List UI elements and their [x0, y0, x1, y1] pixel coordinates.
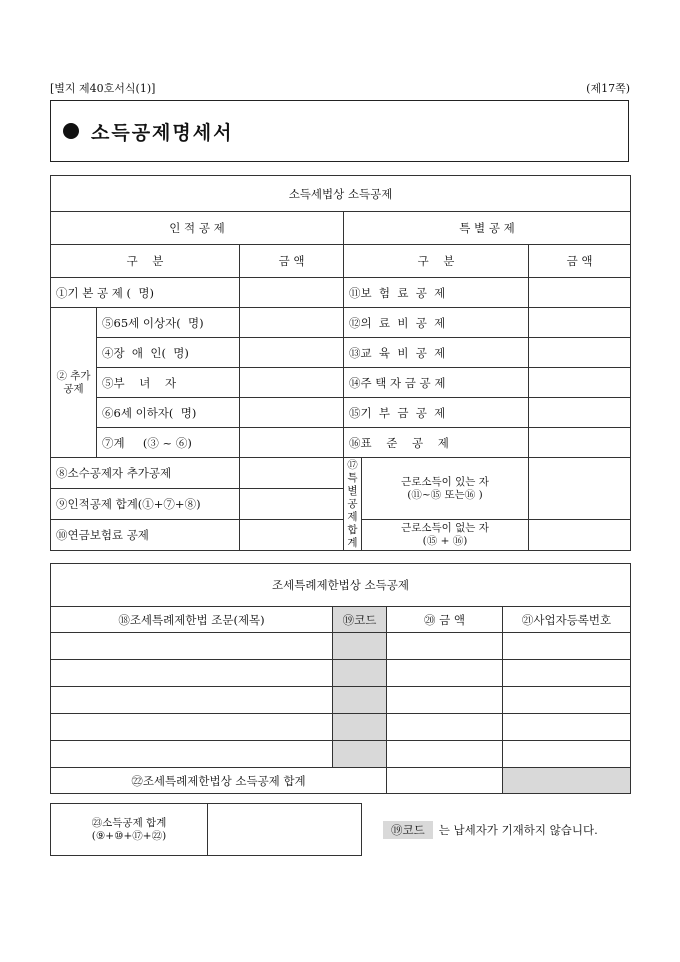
bizno-cell[interactable] — [503, 741, 631, 768]
code-badge: ⑲코드 — [383, 821, 433, 839]
amount-cell[interactable] — [387, 741, 503, 768]
code-cell — [333, 714, 387, 741]
col-amount: 금 액 — [240, 245, 344, 278]
with-earned-label: 근로소득이 있는 자 — [401, 475, 489, 488]
few-children-label: ⑧소수공제자 추가공제 — [51, 458, 240, 489]
amount-cell[interactable] — [529, 398, 631, 428]
amount-cell[interactable] — [529, 458, 631, 520]
additional-item: ⑦계 (③ ~ ⑥) — [97, 428, 240, 458]
pension-label: ⑩연금보험료 공제 — [51, 520, 240, 551]
col-category: 구 분 — [51, 245, 240, 278]
col-bizno: ㉑사업자등록번호 — [503, 607, 631, 633]
additional-item: ⑤65세 이상자( 명) — [97, 308, 240, 338]
additional-item: ④장 애 인( 명) — [97, 338, 240, 368]
col-amount: ⑳ 금 액 — [387, 607, 503, 633]
code-cell — [333, 660, 387, 687]
amount-cell[interactable] — [240, 398, 344, 428]
special-item: ⑮기 부 금 공 제 — [344, 398, 529, 428]
page-number: (제17쪽) — [586, 82, 630, 95]
bizno-cell[interactable] — [503, 687, 631, 714]
title-box — [50, 100, 629, 162]
amount-cell[interactable] — [387, 660, 503, 687]
without-earned-label: 근로소득이 없는 자 — [401, 522, 489, 534]
amount-cell[interactable] — [529, 368, 631, 398]
amount-cell[interactable] — [240, 428, 344, 458]
amount-cell[interactable] — [387, 687, 503, 714]
amount-cell[interactable] — [240, 368, 344, 398]
with-earned-formula: (⑪~⑮ 또는⑯ ) — [407, 488, 483, 501]
table-row — [51, 660, 631, 687]
special-item: ⑪보 험 료 공 제 — [344, 278, 529, 308]
amount-cell[interactable] — [240, 278, 344, 308]
grand-total-formula: (⑨+⑩+⑰+㉒) — [91, 829, 167, 842]
section-title: 소득세법상 소득공제 — [51, 176, 631, 212]
code-note — [383, 822, 598, 838]
with-earned-income — [362, 458, 529, 520]
code-cell — [333, 687, 387, 714]
special-header: 특 별 공 제 — [344, 212, 631, 245]
col-category: 구 분 — [344, 245, 529, 278]
without-earned-formula: (⑮ + ⑯) — [422, 535, 468, 547]
table-row — [51, 687, 631, 714]
special-item: ⑬교 육 비 공 제 — [344, 338, 529, 368]
section-title: 조세특례제한법상 소득공제 — [51, 564, 631, 607]
amount-cell[interactable] — [240, 458, 344, 489]
amount-cell[interactable] — [529, 278, 631, 308]
bizno-cell — [503, 768, 631, 794]
additional-item: ⑤부 녀 자 — [97, 368, 240, 398]
note-text: 는 납세자가 기재하지 않습니다. — [438, 823, 598, 837]
without-earned-income — [362, 520, 529, 551]
amount-cell[interactable] — [240, 308, 344, 338]
income-tax-deduction-table — [50, 175, 631, 551]
table-row — [51, 714, 631, 741]
special-item: ⑭주 택 자 금 공 제 — [344, 368, 529, 398]
bizno-cell[interactable] — [503, 660, 631, 687]
basic-deduction-label: ①기 본 공 제 ( 명) — [51, 278, 240, 308]
amount-cell[interactable] — [529, 308, 631, 338]
col-amount: 금 액 — [529, 245, 631, 278]
amount-cell[interactable] — [240, 489, 344, 520]
grand-total-title: ㉓소득공제 합계 — [91, 816, 167, 829]
page-title: 소득공제명세서 — [91, 122, 234, 144]
amount-cell[interactable] — [387, 633, 503, 660]
col-article: ⑱조세특례제한법 조문(제목) — [51, 607, 333, 633]
article-cell[interactable] — [51, 714, 333, 741]
amount-cell[interactable] — [240, 338, 344, 368]
form-number: [별지 제40호서식(1)] — [50, 82, 156, 95]
special-total-label: ⑰ 특별 공제 합계 — [344, 458, 362, 551]
personal-total-label: ⑨인적공제 합계(①+⑦+⑧) — [51, 489, 240, 520]
special-item: ⑫의 료 비 공 제 — [344, 308, 529, 338]
amount-cell[interactable] — [529, 520, 631, 551]
table-row — [51, 741, 631, 768]
grand-total-table — [50, 803, 362, 856]
amount-cell[interactable] — [240, 520, 344, 551]
col-code: ⑲코드 — [333, 607, 387, 633]
additional-deduction-label: ② 추가 공제 — [51, 308, 97, 458]
grand-total-label — [51, 804, 208, 856]
bullet-icon — [63, 123, 79, 139]
additional-item: ⑥6세 이하자( 명) — [97, 398, 240, 428]
bizno-cell[interactable] — [503, 633, 631, 660]
special-limit-table — [50, 563, 631, 794]
table-row — [51, 633, 631, 660]
special-limit-total-label: ㉒조세특례제한법상 소득공제 합계 — [51, 768, 387, 794]
grand-total-amount[interactable] — [208, 804, 362, 856]
article-cell[interactable] — [51, 687, 333, 714]
code-cell — [333, 633, 387, 660]
amount-cell[interactable] — [529, 338, 631, 368]
article-cell[interactable] — [51, 633, 333, 660]
article-cell[interactable] — [51, 660, 333, 687]
amount-cell[interactable] — [387, 714, 503, 741]
bizno-cell[interactable] — [503, 714, 631, 741]
amount-cell[interactable] — [387, 768, 503, 794]
amount-cell[interactable] — [529, 428, 631, 458]
code-cell — [333, 741, 387, 768]
special-item: ⑯표 준 공 제 — [344, 428, 529, 458]
personal-header: 인 적 공 제 — [51, 212, 344, 245]
article-cell[interactable] — [51, 741, 333, 768]
